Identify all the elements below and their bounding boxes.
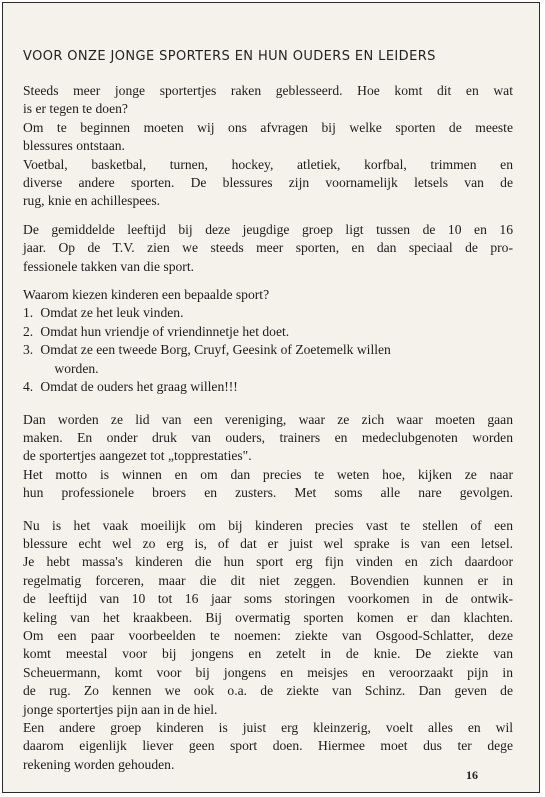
text-line: regelmatig forceren, maar die dit niet zeggen. Bovendien kunnen er in [23,572,513,588]
paragraph [23,286,513,304]
text-line: Om een paar voorbeelden te noemen: ziekte van Osgood-Schlatter, deze [23,627,513,643]
document-page [2,2,540,793]
text-line: hun professionele broers en zusters. Met soms alle nare gevolgen. [23,485,513,501]
page-number: 16 [466,768,478,782]
text-line: Je hebt massa's kinderen die hun sport erg fijn vinden en zich daardoor [23,554,513,570]
list-text: Omdat ze een tweede Borg, Cruyf, Geesink of Zoetemelk willen [40,342,391,358]
list-item [23,378,513,396]
article-title: VOOR ONZE JONGE SPORTERS EN HUN OUDERS EN LEIDERS [23,49,436,64]
list-number: 3. [23,342,34,358]
list-item [23,304,513,322]
list-number: 1. [23,305,34,321]
list-item [23,323,513,341]
list-number: 4. [23,379,34,395]
text-line: is er tegen te doen? [23,101,128,117]
text-line: Een andere groep kinderen is juist erg kleinzerig, voelt alles en wil [23,720,513,735]
text-line: Voetbal, basketbal, turnen, hockey, atletiek, korfbal, trimmen en [23,156,513,172]
text-line: fessionele takken van die sport. [23,258,195,274]
list-text: Omdat de ouders het graag willen!!! [40,379,238,395]
article [23,49,513,774]
text-line: Scheuermann, komt voor bij jongens en meisjes en veroorzaakt pijn in [23,664,513,680]
text-line: de sportertjes aangezet tot „topprestaties". [23,448,252,464]
text-line: Dan worden ze lid van een vereniging, waar ze zich waar moeten gaan [23,411,513,427]
text-line: Het motto is winnen en om dan precies te weten hoe, kijken ze naar [23,466,513,482]
text-line: Steeds meer jonge sportertjes raken geblesseerd. Hoe komt dit en wat [23,83,513,98]
text-line: de leeftijd van 10 tot 16 jaar soms storingen voorkomen in de ontwik- [23,591,513,607]
text-line: rug, knie en achillespees. [23,193,161,209]
text-line: Nu is het vaak moeilijk om bij kinderen precies vast te stellen of een [23,517,513,533]
numbered-list [23,304,513,396]
paragraph [23,82,513,211]
text-line: komt meestal voor bij jongens en zetelt in de knie. De ziekte van [23,646,513,662]
paragraph [23,517,513,775]
text-line: rekening worden gehouden. [23,756,175,772]
text-line: blessures ontstaan. [23,138,125,154]
text-line: de rug. Zo kennen we ook o.a. de ziekte van Schinz. Dan geven de [23,683,513,699]
text-line: keling van het kraakbeen. Bij overmatig sporten komen er dan klachten. [23,609,513,625]
text-line: blessure echt wel zo erg is, of dat er juist wel sprake is van een letsel. [23,535,513,551]
text-line: Waarom kiezen kinderen een bepaalde sport? [23,287,270,303]
text-line: daarom eigenlijk liever geen sport doen. Hiermee moet dus ter dege [23,738,513,754]
text-line: jonge sportertjes pijn aan in de hiel. [23,701,218,717]
text-line: De gemiddelde leeftijd bij deze jeugdige groep ligt tussen de 10 en 16 [23,221,513,237]
list-text: Omdat ze het leuk vinden. [40,305,184,321]
text-line: diverse andere sporten. De blessures zijn voornamelijk letsels van de [23,175,513,191]
list-text: worden. [54,360,99,376]
text-line: Om te beginnen moeten wij ons afvragen bij welke sporten de meeste [23,119,513,135]
list-number: 2. [23,323,34,339]
text-line: jaar. Op de T.V. zien we steeds meer sporten, en dan speciaal de pro- [23,240,513,256]
list-item [23,341,513,359]
paragraph [23,411,513,503]
text-line: maken. En onder druk van ouders, trainers en medeclubgenoten worden [23,429,513,445]
list-text: Omdat hun vriendje of vriendinnetje het doet. [40,323,290,339]
list-item-continuation [23,360,513,378]
paragraph [23,221,513,276]
